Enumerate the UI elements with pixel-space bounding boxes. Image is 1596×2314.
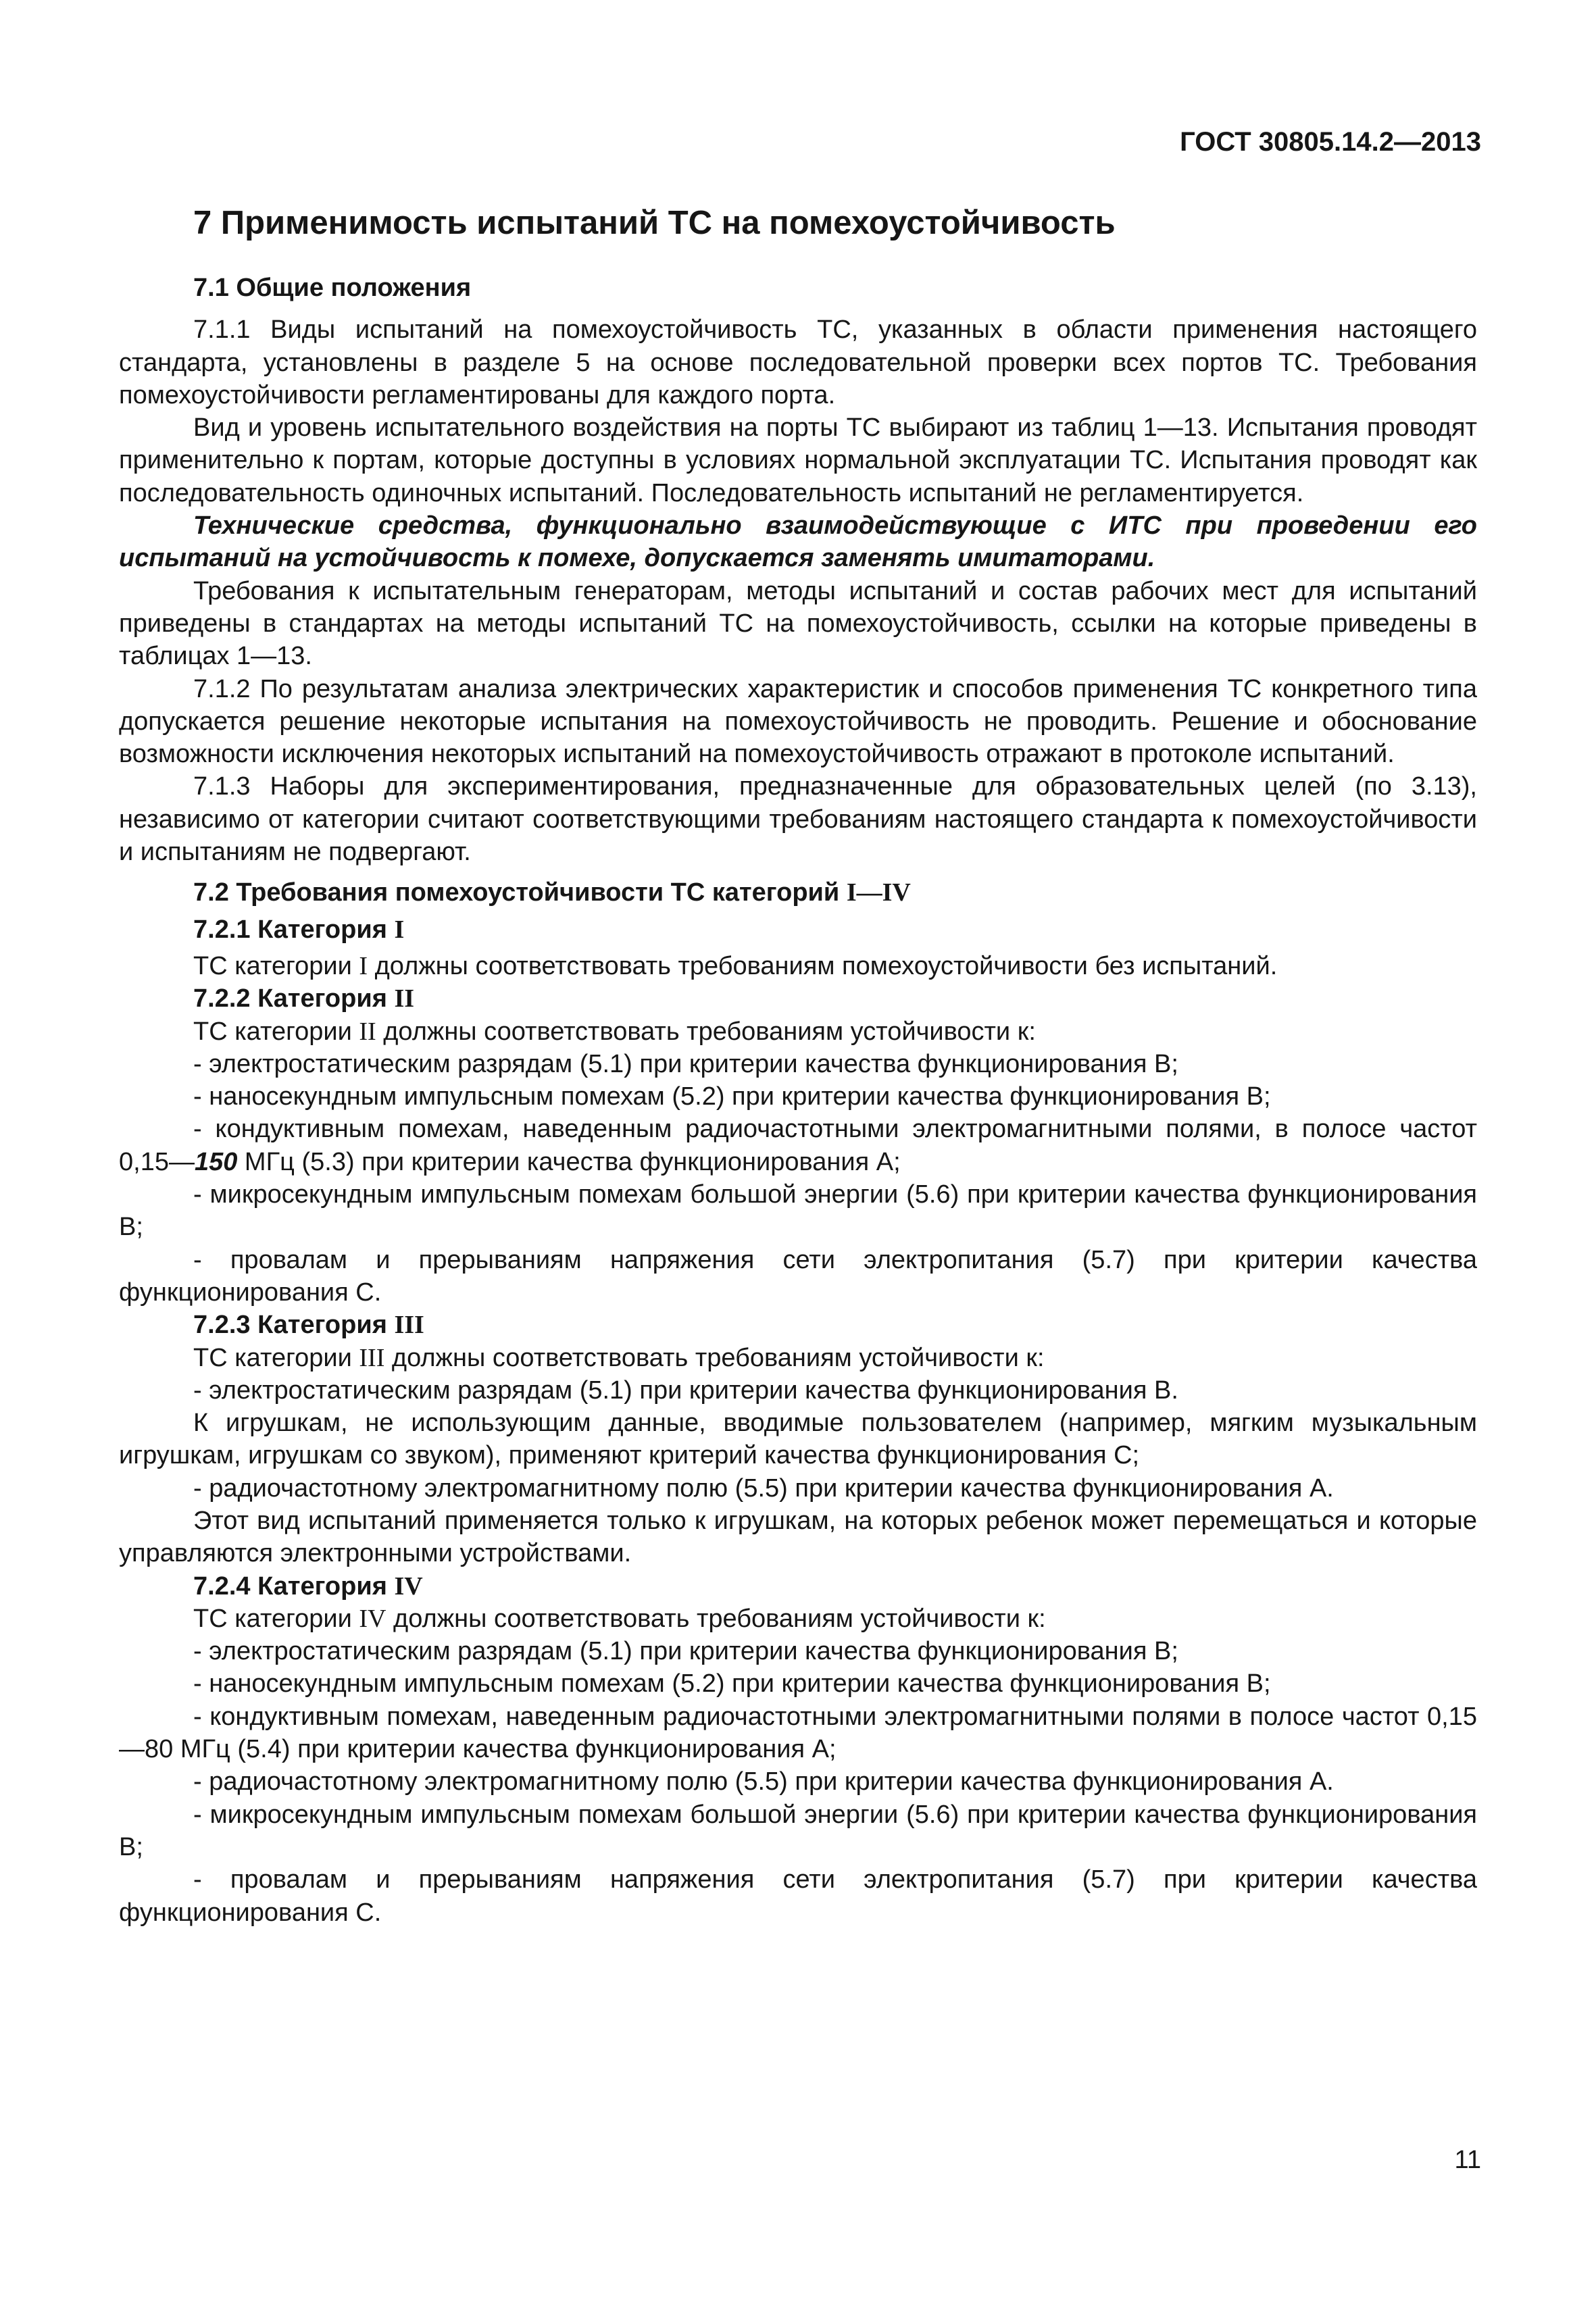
list-item: - радиочастотному электромагнитному полю (5.5) при критерии качества функционирования А. [193,1474,1334,1503]
text-part: должны соответствовать требованиям устойчивости к: [386,1604,1046,1633]
paragraph-toys: К игрушкам, не использующим данные, вводимые пользователем (например, мягким музыкальным игрушкам, игрушкам со звуком), применяют критерий качества функционирования С; [119,1409,1477,1470]
roman-numeral: I [359,951,368,980]
paragraph-category-3-intro [119,1342,1477,1374]
roman-numeral: IV [359,1604,386,1633]
list-item: - электростатическим разрядам (5.1) при критерии качества функционирования В. [193,1376,1178,1405]
subsection-title-7-2 [193,876,1477,909]
text-part: ТС категории [193,1343,359,1372]
list-item: - микросекундным импульсным помехам большой энергии (5.6) при критерии качества функционирования В; [119,1800,1477,1861]
subsection-title-roman: I—IV [846,878,911,907]
list-item: - провалам и прерываниям напряжения сети электропитания (5.7) при критерии качества функционирования С. [119,1245,1477,1307]
page-content [119,203,1477,1929]
heading-text: 7.2.4 Категория [193,1571,395,1601]
roman-numeral: III [359,1343,385,1372]
heading-7-2-2 [193,982,1477,1015]
text-part: - кондуктивным помехам, наведенным радиочастотными электромагнитными полями, в полосе частот 0,15— [119,1115,1477,1176]
heading-7-2-1 [193,913,1477,946]
heading-text: 7.2.1 Категория [193,915,395,944]
list-item: - кондуктивным помехам, наведенным радиочастотными электромагнитными полями в полосе частот 0,15—80 МГц (5.4) при критерии качества функционирования А; [119,1702,1477,1764]
heading-7-2-4 [193,1570,1477,1603]
heading-roman: IV [394,1571,423,1601]
section-title: 7 Применимость испытаний ТС на помехоустойчивость [193,205,1116,241]
text-part: ТС категории [193,1017,359,1046]
list-item: - микросекундным импульсным помехам большой энергии (5.6) при критерии качества функционирования В; [119,1180,1477,1242]
emphasized-value: 150 [194,1147,238,1176]
text-part: должны соответствовать требованиям помехоустойчивости без испытаний. [368,951,1278,980]
heading-roman: I [394,915,405,944]
list-item [119,1113,1477,1178]
list-item: - наносекундным импульсным помехам (5.2) при критерии качества функционирования В; [193,1082,1271,1111]
paragraph-category-1 [119,950,1477,982]
heading-text: 7.2.3 Категория [193,1311,395,1340]
heading-roman: III [394,1311,424,1340]
roman-numeral: II [359,1017,376,1046]
list-item: - электростатическим разрядам (5.1) при критерии качества функционирования В; [193,1049,1178,1078]
heading-text: 7.2.2 Категория [193,984,395,1013]
list-item: - радиочастотному электромагнитному полю (5.5) при критерии качества функционирования А. [193,1767,1334,1796]
paragraph-toys-note: Этот вид испытаний применяется только к игрушкам, на которых ребенок может перемещаться и которые управляются электронными устройствами. [119,1506,1477,1568]
paragraph-7-1-2: 7.1.2 По результатам анализа электрических характеристик и способов применения ТС конкретного типа допускается решение некоторые испытания на помехоустойчивость не проводить. Решение и обоснование возможности исключения некоторых испытаний на помехоустойчивость отражают в протоколе испытаний. [119,674,1477,769]
paragraph-7-1-1: 7.1.1 Виды испытаний на помехоустойчивость ТС, указанных в области применения настоящего стандарта, установлены в разделе 5 на основе последовательной проверки всех портов ТС. Требования помехоустойчивости регламентированы для каждого порта. [119,316,1477,409]
heading-7-2-3 [193,1309,1477,1341]
paragraph-simulators-note: Технические средства, функционально взаимодействующие с ИТС при проведении его испытаний на устойчивость к помехе, допускается заменять имитаторами. [119,511,1477,573]
paragraph-category-4-intro [119,1603,1477,1635]
text-part: должны соответствовать требованиям устойчивости к: [376,1017,1036,1046]
text-part: ТС категории [193,1604,359,1633]
text-part: ТС категории [193,951,359,980]
list-item: - электростатическим разрядам (5.1) при критерии качества функционирования В; [193,1637,1178,1666]
paragraph-7-1-3: 7.1.3 Наборы для экспериментирования, предназначенные для образовательных целей (по 3.13), независимо от категории считают соответствующими требованиям настоящего стандарта к помехоустойчивости и испытаниям не подвергают. [119,772,1477,867]
paragraph-generators: Требования к испытательным генераторам, методы испытаний и состав рабочих мест для испытаний приведены в стандартах на методы испытаний ТС на помехоустойчивость, ссылки на которые приведены в таблицах 1—13. [119,576,1477,671]
subsection-title-7-1: 7.1 Общие положения [193,274,472,302]
list-item: - провалам и прерываниям напряжения сети электропитания (5.7) при критерии качества функционирования С. [119,1865,1477,1927]
text-part: МГц (5.3) при критерии качества функционирования А; [237,1147,901,1176]
heading-roman: II [394,984,415,1013]
list-item: - наносекундным импульсным помехам (5.2) при критерии качества функционирования В; [193,1669,1271,1699]
text-part: должны соответствовать требованиям устойчивости к: [384,1343,1045,1372]
paragraph-category-2-intro [119,1015,1477,1048]
paragraph-test-selection: Вид и уровень испытательного воздействия на порты ТС выбирают из таблиц 1—13. Испытания проводят применительно к портам, которые доступны в условиях нормальной эксплуатации ТС. Испытания проводят как последовательность одиночных испытаний. Последовательность испытаний не регламентируется. [119,413,1477,507]
document-code: ГОСТ 30805.14.2—2013 [1180,127,1481,157]
subsection-title-text: 7.2 Требования помехоустойчивости ТС категорий [193,878,847,907]
page-number: 11 [1454,2146,1481,2174]
